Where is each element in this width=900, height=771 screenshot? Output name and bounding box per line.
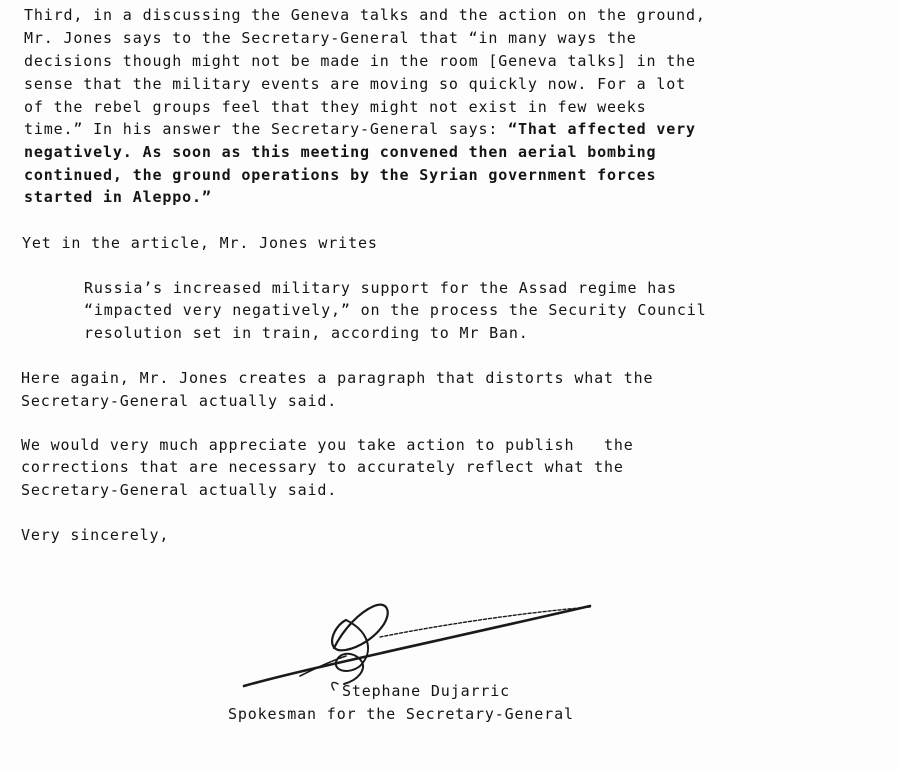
paragraph-3-line-2: Secretary-General actually said. xyxy=(21,392,338,410)
paragraph-1-line-2: Mr. Jones says to the Secretary-General that “in many ways the xyxy=(24,29,637,47)
intro-line: Yet in the article, Mr. Jones writes xyxy=(22,234,378,252)
paragraph-4-line-1: We would very much appreciate you take action to publish the xyxy=(21,436,634,454)
paragraph-1-line-1: Third, in a discussing the Geneva talks and the action on the ground, xyxy=(24,6,706,24)
paragraph-3-line-1: Here again, Mr. Jones creates a paragraph that distorts what the xyxy=(21,369,654,387)
quote-line-1: Russia’s increased military support for the Assad regime has xyxy=(84,279,677,297)
closing-line: Very sincerely, xyxy=(21,526,170,544)
paragraph-1-bold-line-2: continued, the ground operations by the Syrian government forces xyxy=(24,166,657,184)
paragraph-1-line-5: of the rebel groups feel that they might not exist in few weeks xyxy=(24,98,647,116)
paragraph-1-line-6-bold: “That affected very xyxy=(508,120,696,138)
quote-line-2: “impacted very negatively,” on the process the Security Council xyxy=(84,301,707,319)
paragraph-1-line-4: sense that the military events are moving so quickly now. For a lot xyxy=(24,75,687,93)
paragraph-1-bold-line-3: started in Aleppo.” xyxy=(24,188,212,206)
paragraph-1-line-3: decisions though might not be made in the room [Geneva talks] in the xyxy=(24,52,696,70)
paragraph-1-line-6-regular: time.” In his answer the Secretary-General says: xyxy=(24,120,509,138)
paragraph-1-bold-line-1: negatively. As soon as this meeting convened then aerial bombing xyxy=(24,143,657,161)
quote-line-3: resolution set in train, according to Mr Ban. xyxy=(84,324,529,342)
signature-title: Spokesman for the Secretary-General xyxy=(228,705,574,723)
paragraph-4-line-3: Secretary-General actually said. xyxy=(21,481,338,499)
paragraph-4-line-2: corrections that are necessary to accurately reflect what the xyxy=(21,458,624,476)
signature-name: Stephane Dujarric xyxy=(342,682,510,700)
